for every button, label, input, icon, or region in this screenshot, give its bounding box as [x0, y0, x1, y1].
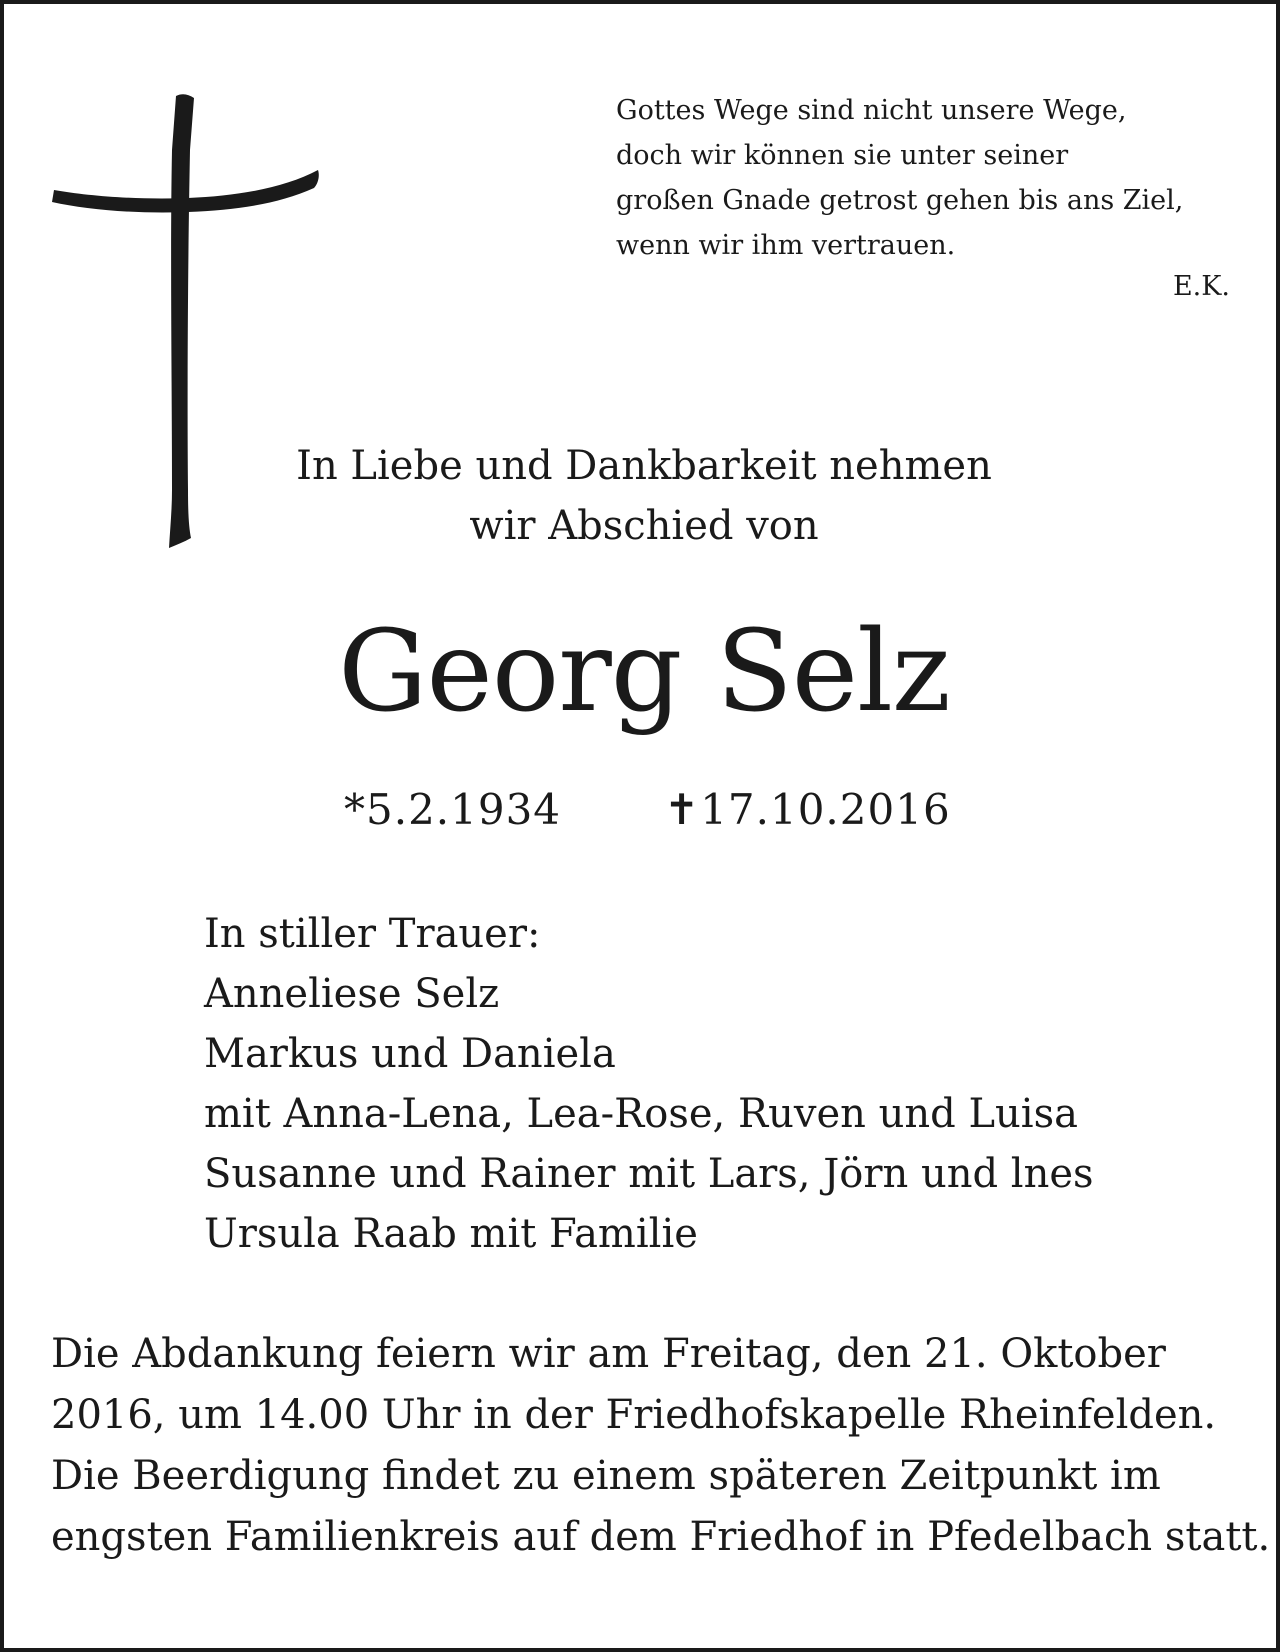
deceased-name: Georg Selz	[338, 607, 950, 737]
mourner-entry: Ursula Raab mit Familie	[204, 1211, 698, 1257]
mourner-entry: Markus und Daniela	[204, 1031, 616, 1077]
motto-author: E.K.	[1172, 271, 1230, 302]
motto-line: wenn wir ihm vertrauen.	[616, 230, 956, 261]
death-date: ✝17.10.2016	[664, 785, 951, 834]
motto-line: Gottes Wege sind nicht unsere Wege,	[616, 95, 1127, 126]
motto-line: großen Gnade getrost gehen bis ans Ziel,	[616, 185, 1184, 216]
mourner-entry: Anneliese Selz	[204, 971, 500, 1017]
birth-date: *5.2.1934	[344, 785, 562, 834]
notice-line: Die Abdankung feiern wir am Freitag, den 21. Oktober	[51, 1331, 1166, 1377]
mourners-list	[204, 904, 1164, 1264]
motto-quote	[616, 88, 1236, 268]
notice-line: Die Beerdigung findet zu einem späteren Zeitpunkt im	[51, 1453, 1161, 1499]
intro-line: In Liebe und Dankbarkeit nehmen	[296, 443, 992, 489]
notice-line: engsten Familienkreis auf dem Friedhof in Pfedelbach statt.	[51, 1514, 1271, 1560]
notice-line: 2016, um 14.00 Uhr in der Friedhofskapelle Rheinfelden.	[51, 1392, 1217, 1438]
mourner-entry: Susanne und Rainer mit Lars, Jörn und lnes	[204, 1151, 1094, 1197]
mourners-heading: In stiller Trauer:	[204, 911, 541, 957]
motto-line: doch wir können sie unter seiner	[616, 140, 1069, 171]
funeral-notice	[51, 1324, 1271, 1568]
mourner-entry: mit Anna-Lena, Lea-Rose, Ruven und Luisa	[204, 1091, 1078, 1137]
intro-text	[244, 436, 1044, 556]
intro-line: wir Abschied von	[469, 503, 819, 549]
